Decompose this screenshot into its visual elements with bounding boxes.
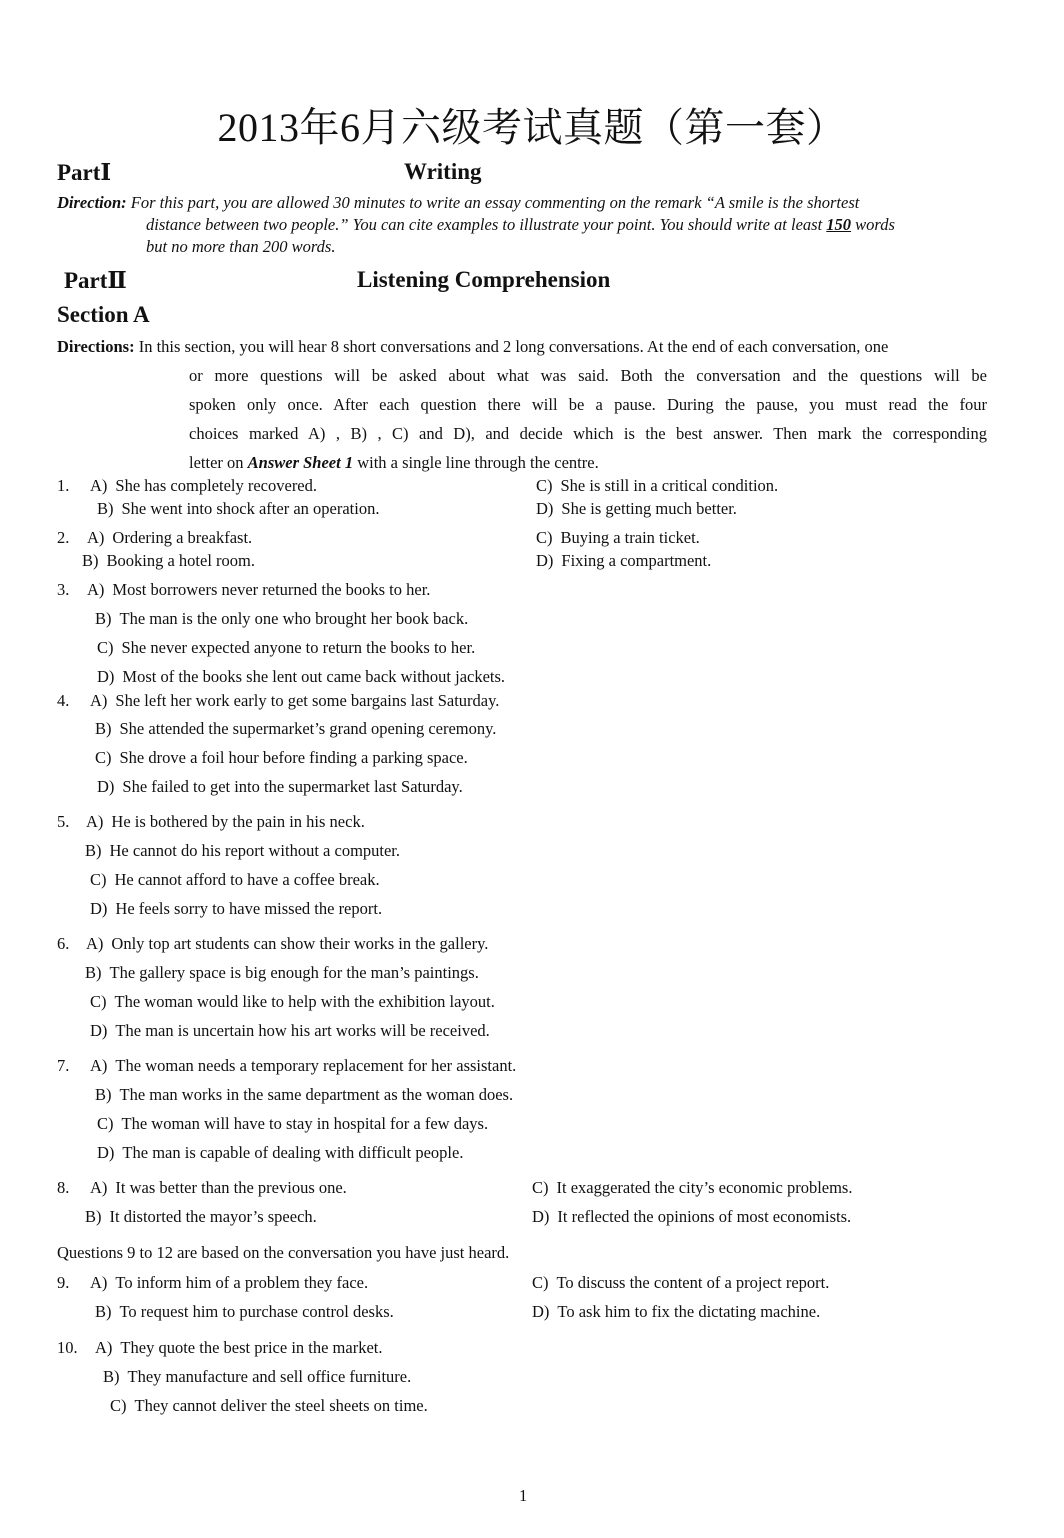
option-text: Only top art students can show their works in the gallery. <box>111 934 489 953</box>
question-number: 8. <box>57 1178 70 1197</box>
option-text: To discuss the content of a project report. <box>556 1273 830 1292</box>
answer-option <box>95 748 468 768</box>
option-text: She has completely recovered. <box>115 476 318 495</box>
answer-option <box>90 1273 368 1293</box>
question-number: 5. <box>57 812 70 831</box>
option-label: D) <box>90 1021 108 1040</box>
answer-option <box>95 1085 513 1105</box>
option-label: B) <box>95 1302 112 1321</box>
directions-text: with a single line through the centre. <box>353 453 599 472</box>
option-label: A) <box>87 580 105 599</box>
answer-option <box>90 1056 516 1076</box>
directions-text: In this section, you will hear 8 short conversations and 2 long conversations. At the end of each conversation, one <box>138 337 889 356</box>
directions-text: letter on <box>189 453 248 472</box>
option-label: A) <box>90 1273 108 1292</box>
section-a-heading: Section A <box>57 302 150 327</box>
option-label: D) <box>97 777 115 796</box>
option-text: He cannot do his report without a computer. <box>109 841 401 860</box>
option-text: The man is capable of dealing with difficult people. <box>122 1143 464 1162</box>
option-label: D) <box>532 1302 550 1321</box>
option-label: C) <box>532 1273 549 1292</box>
option-text: They manufacture and sell office furniture. <box>127 1367 412 1386</box>
direction-label: Direction: <box>57 193 127 212</box>
part2-directions-line3: spoken only once. After each question there will be a pause. During the pause, you must read the four <box>189 395 987 414</box>
direction-text: words <box>851 215 895 234</box>
answer-option <box>90 691 499 711</box>
part2-heading: Listening Comprehension <box>357 267 611 292</box>
answer-option <box>90 899 382 919</box>
question-number: 4. <box>57 691 70 710</box>
part1-label: PartⅠ <box>57 160 112 185</box>
option-label: D) <box>536 499 554 518</box>
question-number: 9. <box>57 1273 70 1292</box>
page-number: 1 <box>519 1486 528 1505</box>
answer-option <box>532 1207 851 1227</box>
part2-label: PartⅡ <box>64 268 127 293</box>
option-label: C) <box>90 870 107 889</box>
option-label: A) <box>87 528 105 547</box>
option-label: C) <box>536 528 553 547</box>
answer-option <box>82 551 255 571</box>
part1-heading: Writing <box>404 159 482 184</box>
option-text: The woman needs a temporary replacement for her assistant. <box>115 1056 517 1075</box>
answer-option <box>110 1396 428 1416</box>
option-text: The woman would like to help with the exhibition layout. <box>114 992 495 1011</box>
part2-directions-line2: or more questions will be asked about what was said. Both the conversation and the questions will be <box>189 366 987 385</box>
option-label: C) <box>90 992 107 1011</box>
answer-option <box>86 934 488 954</box>
answer-option <box>95 719 496 739</box>
option-label: A) <box>90 1056 108 1075</box>
option-label: A) <box>90 691 108 710</box>
question-number: 6. <box>57 934 70 953</box>
option-label: D) <box>536 551 554 570</box>
word-count-emphasis: 150 <box>826 215 852 234</box>
answer-sheet-emphasis: Answer Sheet 1 <box>247 453 354 472</box>
answer-option <box>86 812 365 832</box>
option-label: A) <box>86 812 104 831</box>
question-number: 3. <box>57 580 70 599</box>
option-label: B) <box>95 719 112 738</box>
option-text: The man is the only one who brought her book back. <box>119 609 469 628</box>
option-label: D) <box>97 1143 115 1162</box>
option-text: Buying a train ticket. <box>560 528 700 547</box>
option-label: C) <box>97 1114 114 1133</box>
question-number: 1. <box>57 476 70 495</box>
option-text: She never expected anyone to return the books to her. <box>121 638 476 657</box>
option-text: He feels sorry to have missed the report. <box>115 899 383 918</box>
option-label: A) <box>95 1338 113 1357</box>
option-label: B) <box>82 551 99 570</box>
answer-option <box>90 992 495 1012</box>
answer-option <box>536 476 778 496</box>
answer-option <box>90 1178 347 1198</box>
option-label: A) <box>86 934 104 953</box>
answer-option <box>85 963 479 983</box>
answer-option <box>536 551 711 571</box>
answer-option <box>87 528 252 548</box>
part1-direction-line3: but no more than 200 words. <box>146 237 336 256</box>
questions-9-12-note: Questions 9 to 12 are based on the conversation you have just heard. <box>57 1243 510 1262</box>
option-label: A) <box>90 1178 108 1197</box>
answer-option <box>97 1143 463 1163</box>
option-label: D) <box>532 1207 550 1226</box>
option-label: C) <box>536 476 553 495</box>
part2-directions-line4: choices marked A) , B) , C) and D), and decide which is the best answer. Then mark the corresponding <box>189 424 987 443</box>
option-text: She went into shock after an operation. <box>121 499 380 518</box>
option-text: It was better than the previous one. <box>115 1178 347 1197</box>
question-number: 10. <box>57 1338 78 1357</box>
option-label: A) <box>90 476 108 495</box>
answer-option <box>97 638 475 658</box>
answer-option <box>97 1114 488 1134</box>
answer-option <box>90 870 380 890</box>
option-label: B) <box>103 1367 120 1386</box>
option-text: To ask him to fix the dictating machine. <box>557 1302 821 1321</box>
part1-direction-line2 <box>146 214 895 236</box>
option-label: C) <box>97 638 114 657</box>
answer-option <box>532 1273 829 1293</box>
option-label: B) <box>97 499 114 518</box>
question-number: 2. <box>57 528 70 547</box>
option-label: B) <box>95 609 112 628</box>
answer-option <box>97 667 505 687</box>
answer-option <box>536 528 700 548</box>
option-text: Booking a hotel room. <box>106 551 255 570</box>
option-label: D) <box>90 899 108 918</box>
option-text: Most borrowers never returned the books to her. <box>112 580 431 599</box>
option-text: He is bothered by the pain in his neck. <box>111 812 365 831</box>
directions-label: Directions: <box>57 337 135 356</box>
option-label: B) <box>95 1085 112 1104</box>
answer-option <box>95 609 468 629</box>
option-text: It distorted the mayor’s speech. <box>109 1207 317 1226</box>
option-text: She left her work early to get some bargains last Saturday. <box>115 691 500 710</box>
option-text: It exaggerated the city’s economic problems. <box>556 1178 853 1197</box>
answer-option <box>536 499 737 519</box>
option-text: The woman will have to stay in hospital for a few days. <box>121 1114 489 1133</box>
option-label: D) <box>97 667 115 686</box>
option-text: To inform him of a problem they face. <box>115 1273 369 1292</box>
option-label: C) <box>532 1178 549 1197</box>
answer-option <box>85 1207 317 1227</box>
answer-option <box>97 777 463 797</box>
option-label: B) <box>85 1207 102 1226</box>
option-text: The man works in the same department as the woman does. <box>119 1085 514 1104</box>
answer-option <box>95 1338 383 1358</box>
answer-option <box>103 1367 411 1387</box>
option-text: She attended the supermarket’s grand opening ceremony. <box>119 719 497 738</box>
option-label: B) <box>85 963 102 982</box>
answer-option <box>532 1178 852 1198</box>
option-text: She drove a foil hour before finding a parking space. <box>119 748 468 767</box>
direction-text: distance between two people.” You can cite examples to illustrate your point. You should write at least <box>146 215 827 234</box>
option-label: C) <box>110 1396 127 1415</box>
option-text: The gallery space is big enough for the man’s paintings. <box>109 963 479 982</box>
option-text: They cannot deliver the steel sheets on time. <box>134 1396 428 1415</box>
option-text: She is getting much better. <box>561 499 737 518</box>
option-text: Ordering a breakfast. <box>112 528 253 547</box>
option-text: She is still in a critical condition. <box>560 476 779 495</box>
page-title: 2013年6月六级考试真题（第一套） <box>217 105 847 150</box>
answer-option <box>97 499 379 519</box>
option-label: C) <box>95 748 112 767</box>
part1-direction-line1 <box>57 192 859 214</box>
answer-option <box>87 580 430 600</box>
answer-option <box>85 841 400 861</box>
answer-option <box>532 1302 820 1322</box>
answer-option <box>90 476 317 496</box>
option-text: To request him to purchase control desks. <box>119 1302 394 1321</box>
option-text: They quote the best price in the market. <box>120 1338 383 1357</box>
direction-text: For this part, you are allowed 30 minutes to write an essay commenting on the remark “A smile is the shortest <box>130 193 860 212</box>
part2-directions-line5 <box>189 448 599 477</box>
option-text: It reflected the opinions of most economists. <box>557 1207 852 1226</box>
option-label: B) <box>85 841 102 860</box>
option-text: The man is uncertain how his art works will be received. <box>115 1021 490 1040</box>
question-number: 7. <box>57 1056 70 1075</box>
option-text: He cannot afford to have a coffee break. <box>114 870 380 889</box>
part2-directions-line1 <box>57 332 888 361</box>
option-text: Fixing a compartment. <box>561 551 712 570</box>
answer-option <box>90 1021 490 1041</box>
option-text: Most of the books she lent out came back without jackets. <box>122 667 506 686</box>
answer-option <box>95 1302 394 1322</box>
option-text: She failed to get into the supermarket last Saturday. <box>122 777 463 796</box>
